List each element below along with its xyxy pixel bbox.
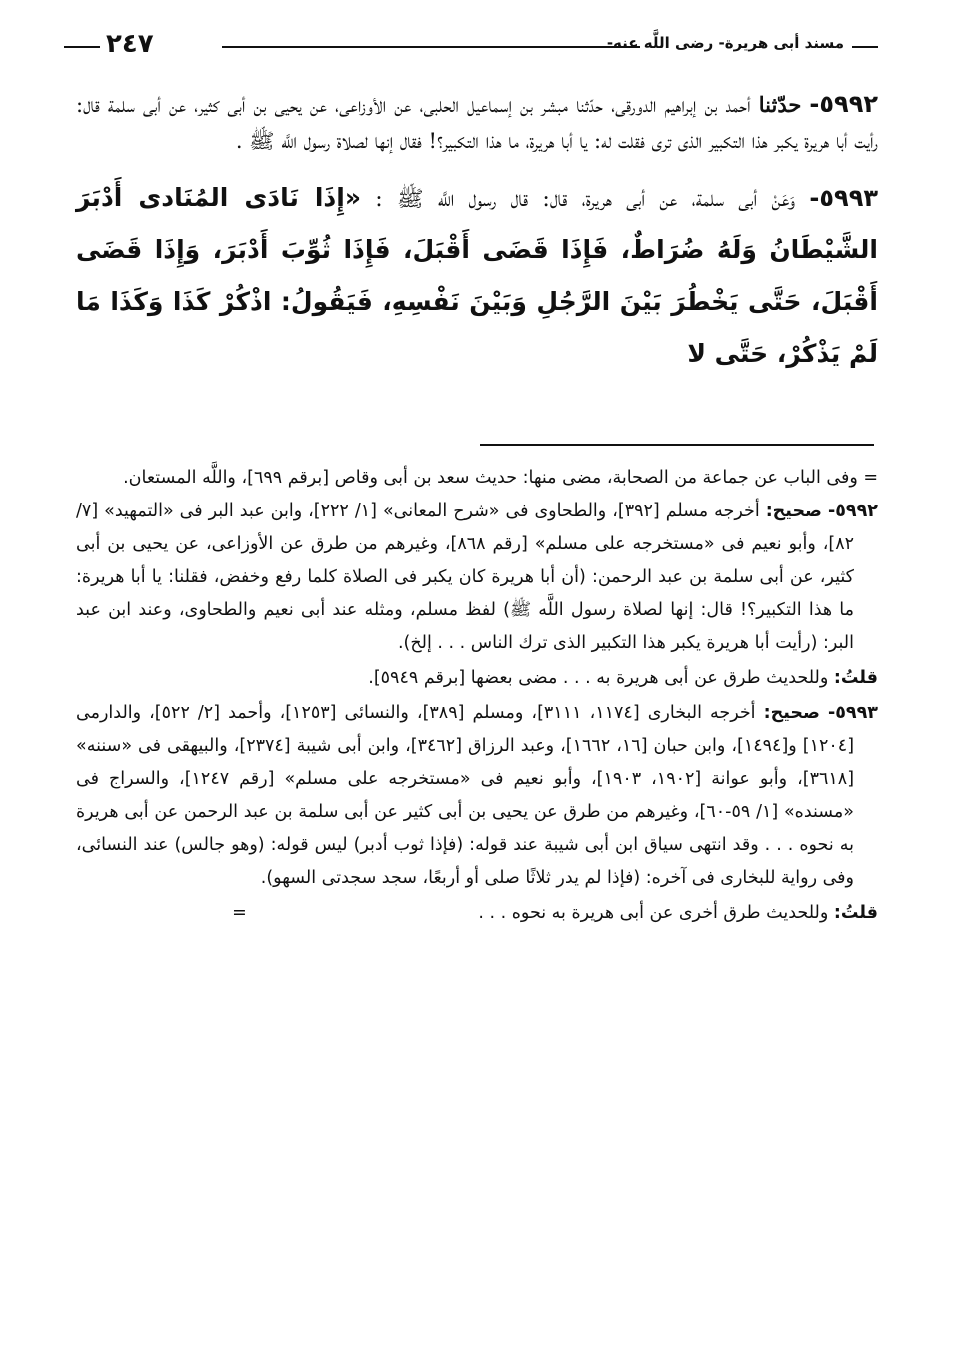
footnote-5992-comment xyxy=(76,662,878,695)
hadith-5993 xyxy=(76,173,878,381)
footnote-text: أخرجه مسلم [٣٩٢]، والطحاوى فى «شرح المعانى» [١/ ٢٢٢]، وابن عبد البر فى «التمهيد» [٧/ ٨٢]، وأبو نعيم فى «مستخرجه على مسلم» [رقم ٨٦٨]، وغيرهم من طرق عن الأوزاعى، عن يحيى بن أبى كثير، عن أبى سلمة بن عبد الرحمن: (أن أبا هريرة كان يكبر فى الصلاة كلما رفع وخفض، فقلنا: يا أبا هريرة: ما هذا التكبير؟! قال: إنها لصلاة رسول اللَّه ﷺ) لفظ مسلم، ومثله عند أبى نعيم والطحاوى، وعند ابن عبد البر: (رأيت أبا هريرة يكبر هذا التكبير الذى ترك الناس . . . إلخ). xyxy=(76,501,854,653)
footnote-text: أخرجه البخارى [١١٧٤، ٣١١١]، ومسلم [٣٨٩]، والنسائى [١٢٥٣]، وأحمد [٢/ ٥٢٢]، والدارمى [١٢٠٤] و[١٤٩٤]، وابن حبان [١٦، ١٦٦٢]، وعبد الرزاق [٣٤٦٢]، وابن أبى شيبة [٢٣٧٤]، والبيهقى فى «سننه» [٣٦١٨]، وأبو عوانة [١٩٠٢، ١٩٠٣]، وأبو نعيم فى «مستخرجه على مسلم» [رقم ١٢٤٧]، والسراج فى «مسنده» [١/ ٥٩-٦٠]، وغيرهم من طرق عن يحيى بن أبى كثير عن أبى سلمة بن عبد الرحمن عن أبى هريرة به نحوه . . . وقد انتهى سياق ابن أبى شيبة عند قوله: (فإذا ثوب أدبر) ليس قوله: (وهو جالس) عند النسائى، وفى رواية للبخارى فى آخره: (فإذا لم يدر ثلاثًا صلى أو أربعًا، سجد سجدتى السهو). xyxy=(76,703,855,888)
header-rule-right xyxy=(852,46,878,48)
page-number: ٢٤٧ xyxy=(106,29,154,59)
footnote-number: ٥٩٩٢- xyxy=(827,501,878,521)
footnote-separator xyxy=(480,444,874,446)
footnotes xyxy=(76,462,878,930)
footnote-grade: صحيح: xyxy=(763,703,820,723)
hadith-text: أبى سلمة، عن أبى هريرة، قال: قال رسول اللَّه ﷺ : xyxy=(375,187,758,212)
footnote-5992 xyxy=(76,495,878,660)
header-rule xyxy=(222,46,640,48)
hadith-number: ٥٩٩٣- xyxy=(809,184,878,212)
running-title: مسند أبى هريرة- رضى اللَّه عنه- xyxy=(606,34,844,52)
hadith-opening: وَعَنْ xyxy=(771,187,796,212)
hadith-5992 xyxy=(76,86,878,159)
footnote-grade: صحيح: xyxy=(765,501,822,521)
qult-label: قلتُ: xyxy=(833,903,878,923)
prophetic-quote: «إِذَا نَادَى المُنَادى أَدْبَرَ الشَّيْطَانُ وَلَهُ ضُرَاطٌ، فَإِذَا قَضَى أَقْبَلَ، فَإِذَا ثُوِّبَ أَدْبَرَ، وَإِذَا قَضَى أَقْبَلَ، حَتَّى يَخْطُرَ بَيْنَ الرَّجُلِ وَبَيْنَ نَفْسِهِ، فَيَقُولُ: اذْكُرْ كَذَا وَكَذَا مَا لَمْ يَذْكُرْ، حَتَّى لا xyxy=(76,183,878,368)
hadith-opening: حدّثنا xyxy=(758,92,802,117)
main-text xyxy=(76,86,878,395)
hadith-text: أحمد بن إبراهيم الدورقى، حدّثنا مبشر بن إسماعيل الحلبى، عن الأوزاعى، عن يحيى بن أبى كثير، عن أبى سلمة قال: رأيت أبا هريرة يكبر هذا التكبير الذى ترى فقلت له: يا أبا هريرة، ما هذا التكبير؟! فقال إنها لصلاة رسول اللَّه ﷺ . xyxy=(76,93,878,153)
footnote-5993 xyxy=(76,697,878,895)
running-header xyxy=(60,28,878,68)
footnote-continuation: = وفى الباب عن جماعة من الصحابة، مضى منها: حديث سعد بن أبى وقاص [برقم ٦٩٩]، واللَّه المستعان. xyxy=(123,468,878,488)
qult-text: وللحديث طرق أخرى عن أبى هريرة به نحوه . . . xyxy=(478,903,829,923)
qult-text: وللحديث طرق عن أبى هريرة به . . . مضى بعضها [برقم ٥٩٤٩]. xyxy=(368,668,829,688)
footnote-5993-comment: قلتُ: وللحديث طرق أخرى عن أبى هريرة به نحوه . . . = xyxy=(232,903,878,923)
footnote-number: ٥٩٩٣- xyxy=(827,703,878,723)
header-rule-left xyxy=(64,46,100,48)
hadith-number: ٥٩٩٢- xyxy=(809,90,878,118)
qult-label: قلتُ: xyxy=(833,668,878,688)
